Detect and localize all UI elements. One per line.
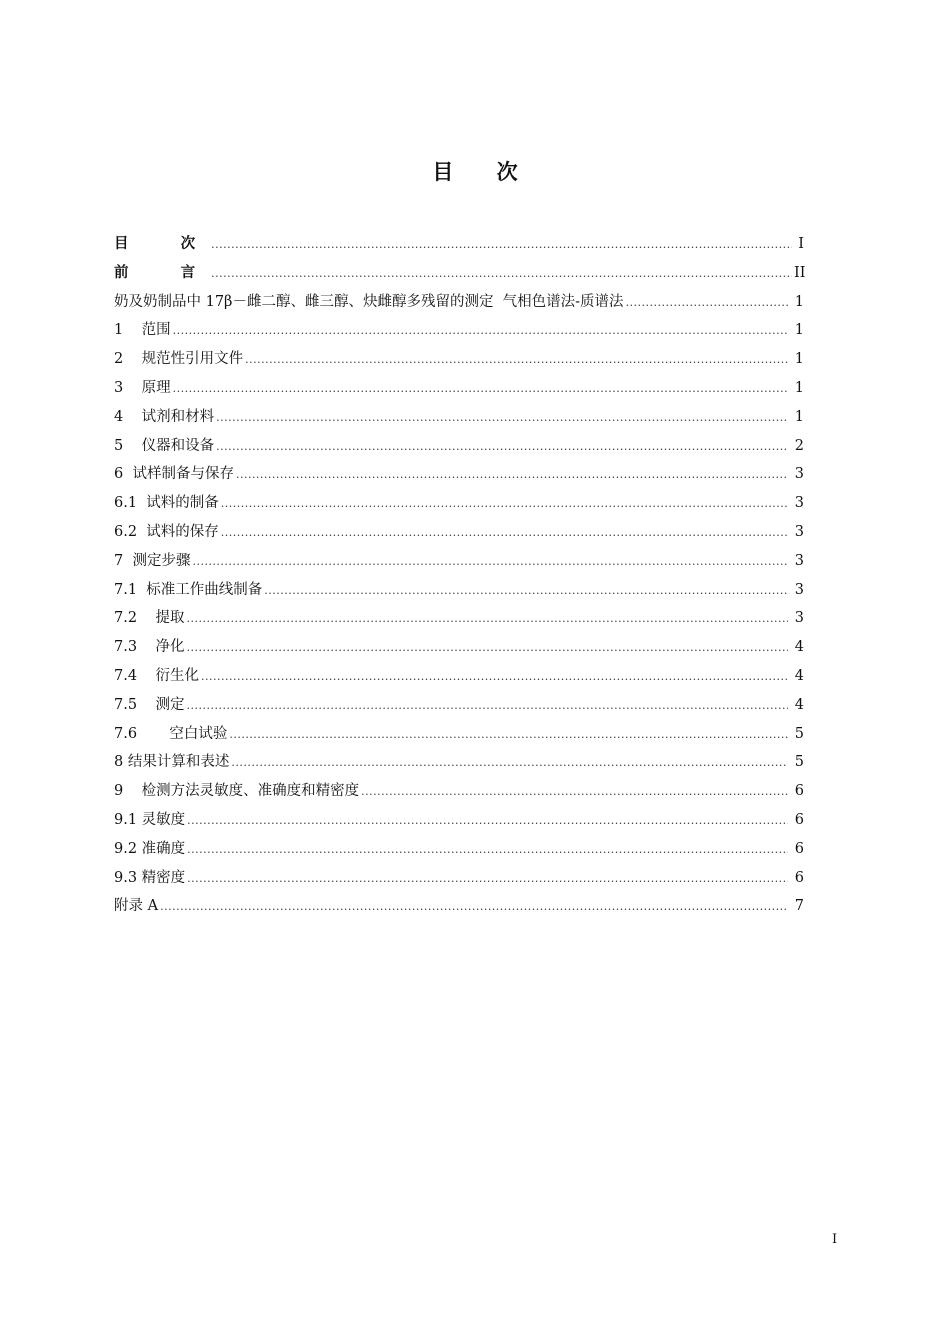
table-of-contents (114, 232, 804, 923)
toc-leader-dots (221, 526, 788, 539)
toc-leader-dots (173, 324, 788, 337)
toc-entry-title: 前 言 (114, 264, 210, 281)
toc-entry-page: 3 (794, 523, 804, 540)
toc-leader-dots (216, 440, 788, 453)
toc-leader-dots (626, 296, 788, 309)
toc-leader-dots (245, 353, 788, 366)
toc-leader-dots (231, 756, 788, 769)
toc-entry[interactable] (114, 837, 804, 866)
toc-entry[interactable] (114, 578, 804, 607)
page-number: I (832, 1232, 838, 1247)
toc-entry-title: 7.4 衍生化 (114, 667, 199, 684)
toc-entry-page: 4 (794, 667, 804, 684)
toc-entry-page: 3 (794, 610, 804, 627)
toc-entry-title: 9 检测方法灵敏度、准确度和精密度 (114, 783, 360, 800)
toc-entry[interactable] (114, 635, 804, 664)
toc-entry-page: 6 (794, 869, 804, 886)
toc-entry-page: 3 (794, 466, 804, 483)
toc-leader-dots (211, 238, 792, 251)
toc-entry[interactable] (114, 462, 804, 491)
toc-entry[interactable] (114, 405, 804, 434)
toc-entry-title: 8 结果计算和表述 (114, 754, 230, 771)
toc-entry-page: 7 (794, 898, 804, 915)
toc-entry-page: 6 (794, 840, 804, 857)
toc-leader-dots (160, 900, 788, 913)
toc-entry-title: 1 范围 (114, 322, 171, 339)
toc-entry-page: 6 (794, 783, 804, 800)
toc-leader-dots (216, 411, 788, 424)
toc-entry[interactable] (114, 750, 804, 779)
toc-entry-page: 1 (794, 322, 804, 339)
toc-leader-dots (264, 584, 788, 597)
toc-entry-title: 7.3 净化 (114, 639, 185, 656)
toc-entry[interactable] (114, 347, 804, 376)
toc-entry-title: 7.2 提取 (114, 610, 185, 627)
toc-entry-page: 1 (794, 293, 804, 310)
toc-entry-title: 7.5 测定 (114, 696, 185, 713)
toc-entry[interactable] (114, 808, 804, 837)
toc-entry-title: 4 试剂和材料 (114, 408, 215, 425)
toc-entry-page: 2 (794, 437, 804, 454)
toc-entry[interactable] (114, 664, 804, 693)
toc-entry-page: 3 (794, 581, 804, 598)
toc-entry-title: 7.1 标准工作曲线制备 (114, 581, 263, 598)
toc-leader-dots (361, 785, 788, 798)
toc-entry-page: 3 (794, 552, 804, 569)
toc-entry-title: 6 试样制备与保存 (114, 466, 234, 483)
toc-entry-title: 5 仪器和设备 (114, 437, 215, 454)
toc-entry-title: 奶及奶制品中 17β－雌二醇、雌三醇、炔雌醇多残留的测定 气相色谱法-质谱法 (114, 293, 624, 310)
toc-entry-title: 9.2 准确度 (114, 840, 186, 857)
toc-leader-dots (187, 699, 789, 712)
toc-leader-dots (229, 728, 788, 741)
toc-entry-title: 6.2 试料的保存 (114, 523, 219, 540)
toc-entry-title: 6.1 试料的制备 (114, 495, 219, 512)
toc-leader-dots (221, 497, 788, 510)
toc-entry-page: 4 (794, 696, 804, 713)
toc-entry-page: 3 (794, 495, 804, 512)
toc-entry[interactable] (114, 779, 804, 808)
toc-leader-dots (187, 843, 788, 856)
toc-entry-title: 目 次 (114, 236, 210, 252)
toc-leader-dots (211, 267, 792, 280)
toc-entry-title: 7 测定步骤 (114, 552, 191, 569)
toc-leader-dots (201, 670, 788, 683)
toc-entry[interactable] (114, 232, 804, 261)
toc-entry[interactable] (114, 606, 804, 635)
toc-entry-page: 4 (794, 639, 804, 656)
toc-entry-title: 9.3 精密度 (114, 869, 186, 886)
toc-leader-dots (187, 814, 788, 827)
toc-leader-dots (173, 382, 788, 395)
toc-leader-dots (187, 612, 789, 625)
toc-entry[interactable] (114, 261, 804, 290)
toc-entry-page: 5 (794, 754, 804, 771)
toc-leader-dots (187, 872, 788, 885)
toc-entry-page: 1 (794, 351, 804, 368)
toc-entry-page: I (798, 236, 804, 252)
page-title: 目 次 (432, 160, 536, 184)
toc-entry-page: 5 (794, 725, 804, 742)
toc-entry[interactable] (114, 434, 804, 463)
toc-entry-page: II (794, 264, 806, 281)
toc-entry-title: 2 规范性引用文件 (114, 351, 244, 368)
toc-entry[interactable] (114, 722, 804, 751)
toc-leader-dots (187, 641, 789, 654)
toc-entry[interactable] (114, 491, 804, 520)
toc-entry[interactable] (114, 549, 804, 578)
toc-entry-page: 6 (794, 811, 804, 828)
toc-entry[interactable] (114, 866, 804, 895)
toc-entry-title: 7.6 空白试验 (114, 725, 228, 742)
toc-entry-page: 1 (794, 379, 804, 396)
toc-leader-dots (236, 468, 788, 481)
toc-entry-page: 1 (794, 408, 804, 425)
toc-entry[interactable] (114, 290, 804, 319)
toc-entry[interactable] (114, 318, 804, 347)
toc-entry-title: 附录 A (114, 898, 159, 915)
toc-entry[interactable] (114, 894, 804, 923)
toc-entry-title: 9.1 灵敏度 (114, 811, 186, 828)
toc-entry[interactable] (114, 520, 804, 549)
toc-entry[interactable] (114, 376, 804, 405)
toc-leader-dots (192, 555, 788, 568)
toc-entry[interactable] (114, 693, 804, 722)
toc-entry-title: 3 原理 (114, 379, 171, 396)
